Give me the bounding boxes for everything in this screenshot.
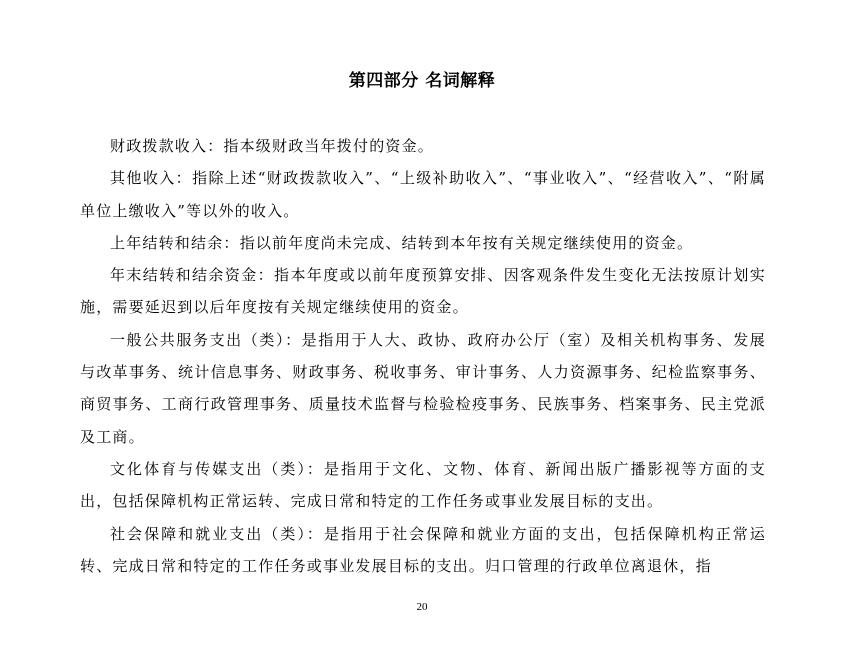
paragraph-culture-sports-media: 文化体育与传媒支出（类）：是指用于文化、文物、体育、新闻出版广播影视等方面的支出，包括保障机构正常运转、完成日常和特定的工作任务或事业发展目标的支出。 — [80, 459, 766, 511]
paragraph-prior-year-carryover: 上年结转和结余：指以前年度尚未完成、结转到本年按有关规定继续使用的资金。 — [110, 233, 694, 252]
paragraph-fiscal-appropriation-income: 财政拨款收入：指本级财政当年拨付的资金。 — [110, 137, 435, 155]
paragraph-other-income: 其他收入：指除上述“财政拨款收入”、“上级补助收入”、“事业收入”、“经营收入”、“附属单位上缴收入”等以外的收入。 — [80, 169, 766, 220]
paragraph-year-end-carryover-funds: 年末结转和结余资金：指本年度或以前年度预算安排、因客观条件发生变化无法按原计划实施，需要延迟到以后年度按有关规定继续使用的资金。 — [80, 266, 766, 317]
page-number: 20 — [416, 601, 428, 613]
paragraph-general-public-services: 一般公共服务支出（类）：是指用于人大、政协、政府办公厅（室）及相关机构事务、发展与改革事务、统计信息事务、财政事务、税收事务、审计事务、人力资源事务、纪检监察事务、商贸事务、工商行政管理事务、质量技术监督与检验检疫事务、民族事务、档案事务、民主党派及工商。 — [80, 330, 766, 446]
page-title: 第四部分 名词解释 — [348, 71, 496, 91]
document-body — [80, 130, 766, 582]
paragraph-social-security-employment: 社会保障和就业支出（类）：是指用于社会保障和就业方面的支出，包括保障机构正常运转、完成日常和特定的工作任务或事业发展目标的支出。归口管理的行政单位离退休，指 — [80, 524, 766, 575]
